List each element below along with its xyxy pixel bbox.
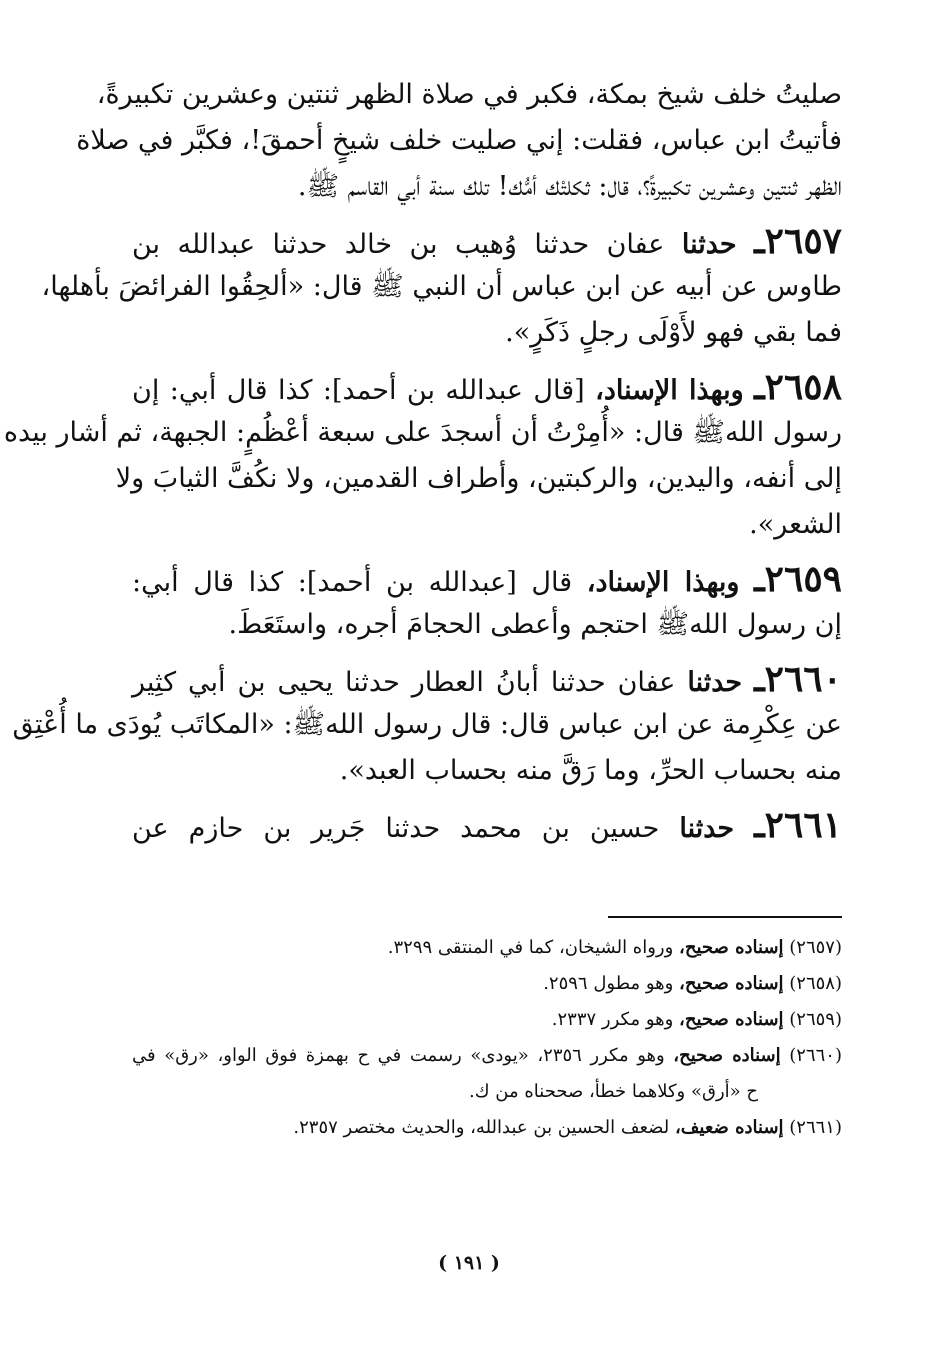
hadith-lead: حدثنا	[687, 667, 743, 698]
footnote-ref: (٢٦٦٠)	[789, 1045, 842, 1066]
page-number: ( ١٩١ )	[438, 1252, 500, 1274]
footnote-label: إسناده صحيح،	[679, 973, 784, 994]
text-line: منه بحساب الحرِّ، وما رَقَّ منه بحساب العبد».	[339, 755, 842, 786]
hadith-lead: وبهذا الإسناد،	[586, 567, 740, 598]
hadith-text: [قال عبدالله بن أحمد]: كذا قال أبي: إن	[132, 375, 585, 406]
text-line: طاوس عن أبيه عن ابن عباس أن النبي ﷺ قال: «ألحِقُوا الفرائضَ بأهلها،	[41, 271, 842, 302]
text-line: إن رسول اللهﷺ احتجم وأعطى الحجامَ أجره، واستَعَطَ.	[228, 609, 842, 640]
hadith-first-line	[132, 218, 842, 264]
hadith-first-line	[132, 556, 842, 602]
hadith-dash: ـ	[754, 804, 765, 846]
main-text	[3, 72, 842, 848]
hadith-number: ٢٦٥٩	[764, 558, 842, 600]
text-line: الشعر».	[749, 509, 842, 540]
hadith-number: ٢٦٥٨	[764, 366, 842, 408]
hadith-text: حسين بن محمد حدثنا جَرير بن حازم عن	[132, 813, 660, 844]
hadith-lead: حدثنا	[681, 229, 737, 260]
footnote-2660	[132, 1038, 842, 1074]
text-line: عن عِكْرِمة عن ابن عباس قال: قال رسول اللهﷺ: «المكاتَب يُودَى ما أُعْتِق	[12, 709, 842, 740]
footnote-text: وهو مطول ٢٥٩٦.	[543, 973, 674, 994]
hadith-dash: ـ	[754, 220, 765, 262]
hadith-2658	[3, 364, 842, 548]
hadith-number: ٢٦٦٠	[764, 658, 842, 700]
hadith-number: ٢٦٦١	[764, 804, 842, 846]
text-line: فأتيتُ ابن عباس، فقلت: إني صليت خلف شيخٍ أحمقَ!، فكبَّر في صلاة	[76, 125, 842, 156]
hadith-2659	[132, 556, 842, 648]
hadith-lead: حدثنا	[679, 813, 735, 844]
hadith-first-line	[132, 364, 842, 410]
text-line: رسول اللهﷺ قال: «أُمِرْتُ أن أسجدَ على سبعة أعْظُمٍ: الجبهة، ثم أشار بيده	[3, 417, 842, 448]
footnote-ref: (٢٦٥٧)	[789, 937, 842, 958]
text-line: صليتُ خلف شيخ بمكة، فكبر في صلاة الظهر ثنتين وعشرين تكبيرةً،	[96, 79, 842, 110]
hadith-lead: وبهذا الإسناد،	[595, 375, 744, 406]
hadith-first-line	[132, 802, 842, 848]
footnote-2659	[132, 1002, 842, 1038]
hadith-2661	[132, 802, 842, 848]
hadith-2657	[41, 218, 842, 356]
footnote-ref: (٢٦٥٨)	[789, 973, 842, 994]
footnote-divider	[608, 916, 842, 918]
footnote-ref: (٢٦٦١)	[789, 1117, 842, 1138]
footnote-2661	[132, 1110, 842, 1146]
hadith-dash: ـ	[754, 558, 765, 600]
footnote-text: ورواه الشيخان، كما في المنتقى ٣٢٩٩.	[387, 937, 674, 958]
hadith-text: عفان حدثنا أبانُ العطار حدثنا يحيى بن أبي كثِير	[132, 667, 676, 698]
hadith-text: قال [عبدالله بن أحمد]: كذا قال أبي:	[132, 567, 573, 598]
footnote-label: إسناده صحيح،	[673, 1045, 781, 1066]
footnote-text: وهو مكرر ٢٣٥٦، «يودى» رسمت في ح بهمزة فوق الواو، «رق» في	[132, 1045, 665, 1066]
text-line: الظهر ثنتين وعشرين تكبيرةً؟، قال: ثكلتْك أمُّك! تلك سنة أبي القاسم ﷺ.	[297, 171, 842, 202]
footnote-label: إسناده صحيح،	[679, 937, 784, 958]
text-line: فما بقي فهو لأَوْلَى رجلٍ ذَكَرٍ».	[505, 317, 842, 348]
hadith-dash: ـ	[754, 658, 765, 700]
footnote-2658	[132, 966, 842, 1002]
footnote-ref: (٢٦٥٩)	[789, 1009, 842, 1030]
hadith-number: ٢٦٥٧	[764, 220, 842, 262]
footnote-text: لضعف الحسين بن عبدالله، والحديث مختصر ٢٣٥٧.	[293, 1117, 670, 1138]
footnote-label: إسناده صحيح،	[679, 1009, 784, 1030]
footnote-text: وهو مكرر ٢٣٣٧.	[551, 1009, 674, 1030]
hadith-text: عفان حدثنا وُهيب بن خالد حدثنا عبدالله بن	[132, 229, 665, 260]
footnote-continuation: ح «أرق» وكلاهما خطأ، صححناه من ك.	[469, 1081, 758, 1102]
intro-paragraph	[76, 72, 842, 210]
hadith-2660	[12, 656, 842, 794]
footnote-2657	[132, 930, 842, 966]
hadith-first-line	[132, 656, 842, 702]
hadith-dash: ـ	[754, 366, 765, 408]
footnotes	[132, 930, 842, 1146]
footnote-label: إسناده ضعيف،	[674, 1117, 784, 1138]
text-line: إلى أنفه، واليدين، والركبتين، وأطراف القدمين، ولا نكُفَّ الثيابَ ولا	[115, 463, 842, 494]
